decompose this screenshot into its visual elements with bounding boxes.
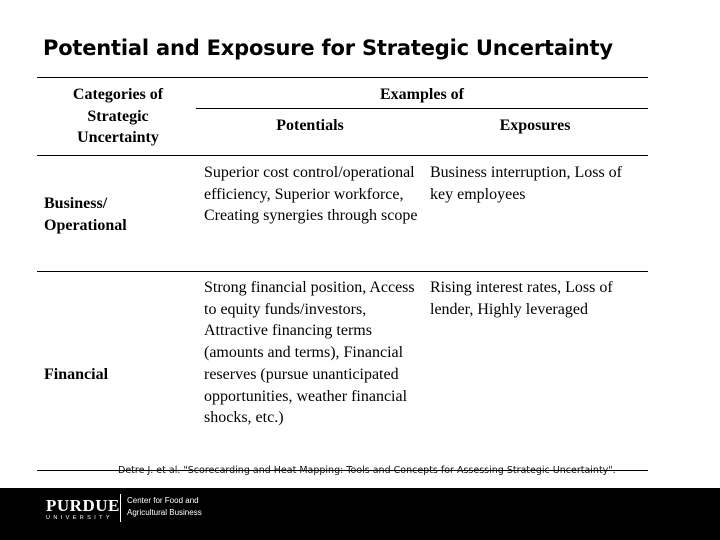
header-potentials: Potentials — [276, 117, 344, 134]
row-label-financial: Financial — [44, 366, 109, 383]
row-divider-rule — [37, 271, 648, 272]
row-financial-potentials: Strong financial position, Access to equity funds/investors, Attractive financing terms (amounts and terms), Financial reserves (pursue unanticipated opportunities, weather financial shocks, etc.) — [204, 279, 415, 427]
examples-header-rule — [196, 108, 648, 109]
row-business-potentials: Superior cost control/operational efficiency, Superior workforce, Creating synergies through scope — [204, 164, 418, 225]
row-financial-exposures: Rising interest rates, Loss of lender, Highly leveraged — [430, 279, 613, 318]
header-examples-of: Examples of — [380, 86, 464, 103]
logo-divider — [120, 494, 121, 522]
center-name-line1: Center for Food and — [127, 496, 199, 505]
header-categories: Categories of Strategic Uncertainty — [72, 86, 164, 147]
center-name-line2: Agricultural Business — [127, 508, 202, 517]
header-exposures: Exposures — [499, 117, 571, 134]
table-top-rule — [37, 77, 648, 78]
purdue-logo-subtitle: UNIVERSITY — [46, 515, 114, 521]
row-business-exposures: Business interruption, Loss of key employees — [430, 164, 622, 203]
header-bottom-rule — [37, 155, 648, 156]
row-label-business-operational: Business/ Operational — [44, 195, 127, 234]
slide-title: Potential and Exposure for Strategic Uncertainty — [43, 36, 613, 60]
purdue-logo-wordmark: PURDUE — [46, 496, 120, 515]
citation: Detre J. et al. "Scorecarding and Heat Mapping: Tools and Concepts for Assessing Strategic Uncertainty". — [118, 465, 616, 476]
